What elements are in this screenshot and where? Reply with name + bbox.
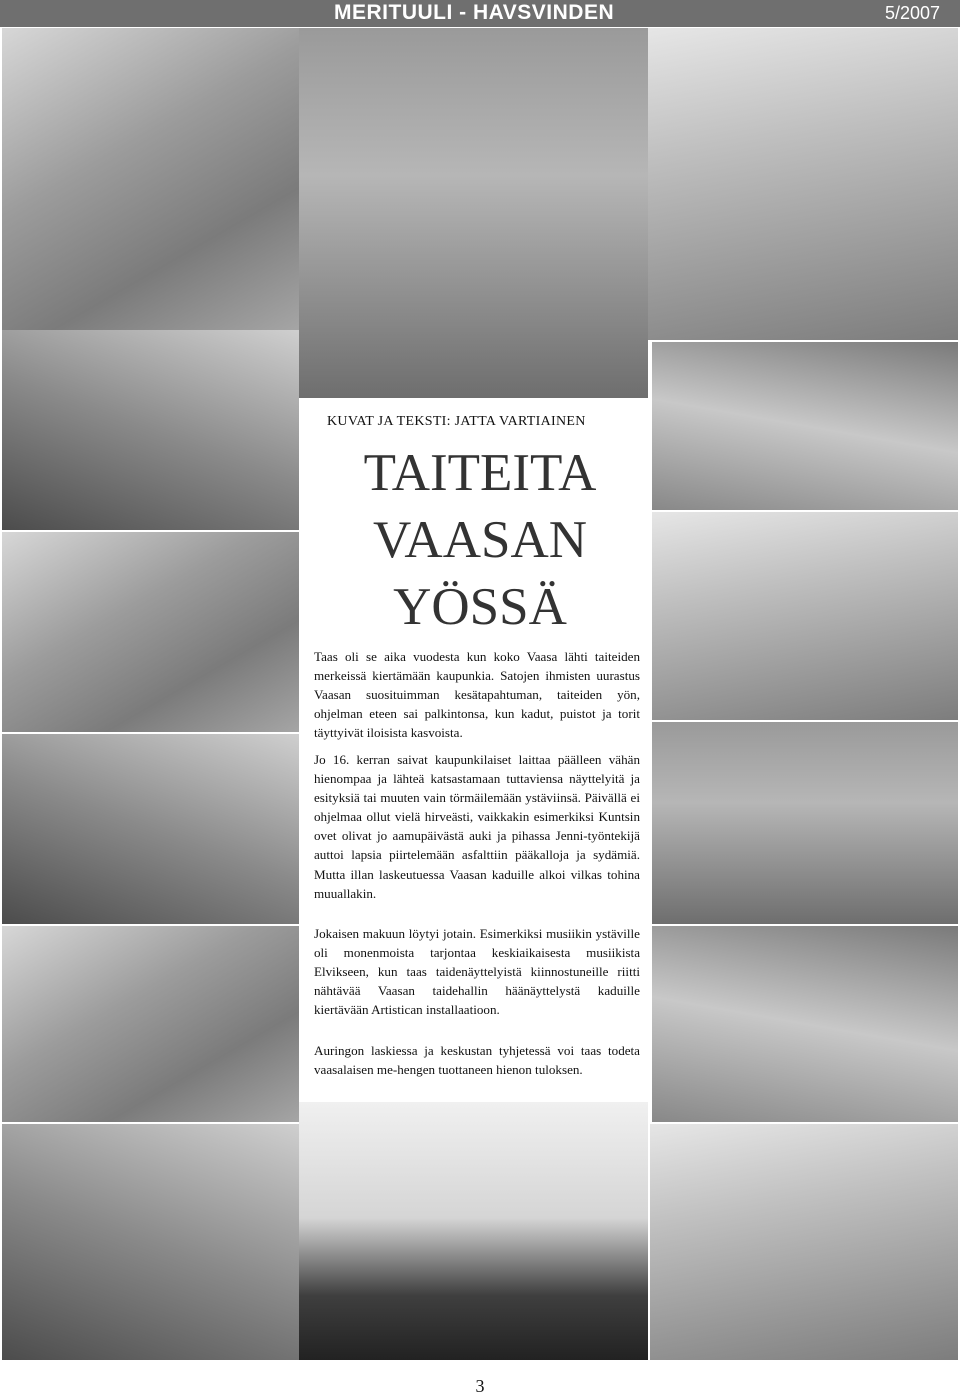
photo-costumed-performers [648, 28, 958, 340]
photo-folk-dancers [652, 342, 958, 510]
issue-number: 5/2007 [884, 3, 940, 23]
photo-brass-band [650, 1124, 958, 1360]
photo-tent-park [2, 1124, 299, 1360]
photo-sunset-bench [299, 1102, 648, 1360]
byline: KUVAT JA TEKSTI: JATTA VARTIAINEN [327, 414, 586, 429]
magazine-title: MERITUULI - HAVSVINDEN [334, 1, 615, 24]
photo-musician-stage [2, 734, 299, 924]
photo-street-crowd [652, 926, 958, 1122]
photo-asphalt-drawings [2, 926, 299, 1122]
paragraph-body-2: Jokaisen makuun löytyi jotain. Esimerkiksi musiikin ystäville oli monenmoista tarjontaa keskiaikaisesta musiikista Elvikseen, kun taas taidenäyttelyistä kiinnostuneille riitti nähtävää Vaasan taidehallin häänäyttelystä kaduille kiertävään Artistican installaatioon. [314, 926, 640, 1018]
paragraph-intro: Taas oli se aika vuodesta kun koko Vaasa lähti taiteiden merkeissä kiertämään kaupunkia. Satojen ihmisten uurastus Vaasan suosituimman kesätapahtuman, taiteiden yön, ohjelman eteen sai palkintonsa, kun kadut, puistot ja torit täyttyivät iloisista kasvoista. [314, 649, 640, 741]
headline-line-3: YÖSSÄ [393, 578, 567, 636]
page-number: 3 [475, 1376, 485, 1396]
photo-cow-sculpture [652, 722, 958, 924]
photo-medieval-actors [2, 532, 299, 732]
photo-library-audience [652, 512, 958, 720]
paragraph-body-1: Jo 16. kerran saivat kaupunkilaiset laittaa päälleen vähän hienompaa ja lähteä katsastamaan tuttaviensa näyttelyitä ja esityksiä tai muuten vain törmäilemään ystäviinsä. Päivällä ei ohjelmaa ollut vielä hirveästi, vaikkakin esimerkiksi Kuntsin ovet olivat jo aamupäivästä auki ja pihassa Jenni-työntekijä auttoi lapsia piirtelemään asfalttiin pääkalloja ja sydämiä. Mutta illan laskeutuessa Vaasan kaduille alkoi vilkas tohina muuallakin. [314, 752, 640, 901]
page-header [0, 0, 960, 27]
photo-children-sheep [2, 28, 299, 330]
headline [310, 440, 650, 641]
headline-line-2: VAASAN [372, 511, 588, 569]
paragraph-closing: Auringon laskiessa ja keskustan tyhjetessä voi taas todeta vaasalaisen me-hengen tuottaneen hienon tuloksen. [314, 1043, 640, 1078]
photo-children-drawing [2, 330, 299, 530]
photo-square-balloon [299, 28, 648, 398]
headline-line-1: TAITEITA [363, 444, 597, 502]
